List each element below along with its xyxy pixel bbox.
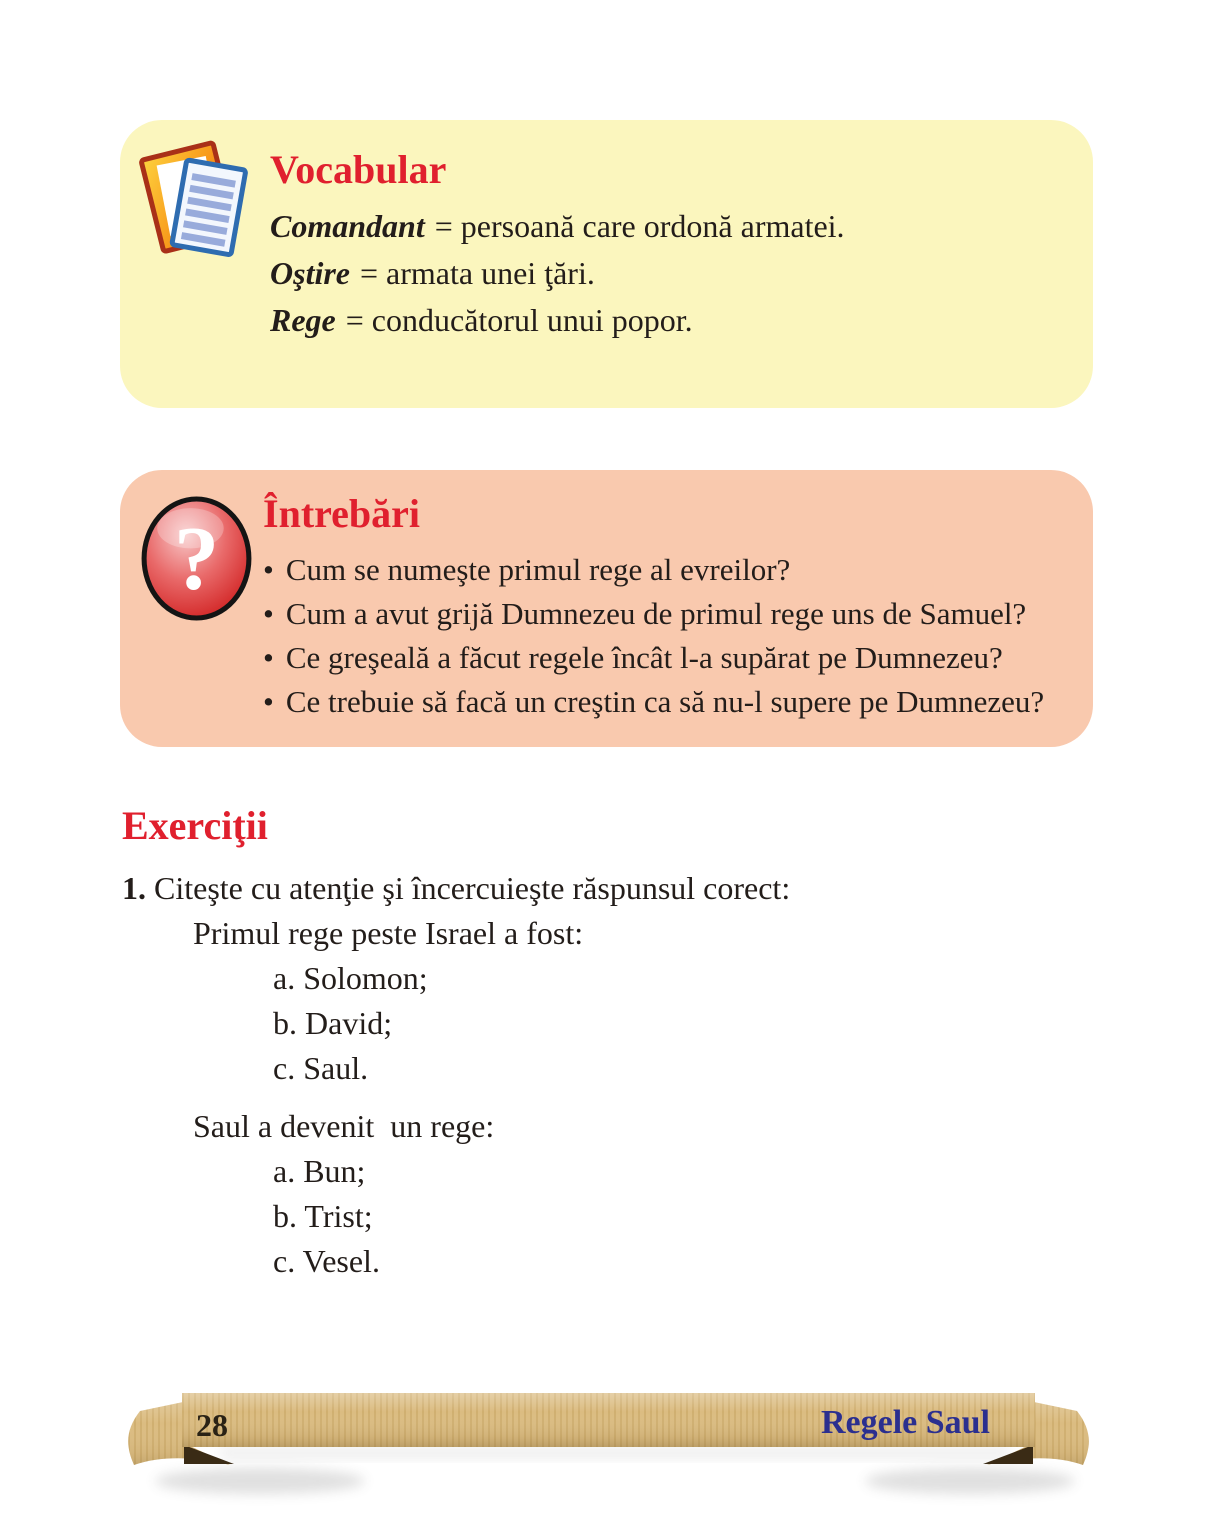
vocab-entry	[270, 203, 845, 250]
answer-option: b. Trist;	[273, 1198, 373, 1234]
vocab-term: Rege	[270, 302, 336, 338]
vocabulary-title: Vocabular	[270, 147, 447, 192]
bullet-icon: •	[263, 596, 274, 631]
answer-option: c. Saul.	[273, 1050, 369, 1086]
question-item	[263, 680, 1044, 724]
question-item	[263, 548, 1044, 592]
vocab-entry	[270, 297, 845, 344]
question-text: Cum se numeşte primul rege al evreilor?	[285, 552, 791, 587]
vocabulary-entries	[270, 203, 845, 344]
vocabulary-content	[270, 146, 845, 344]
vocab-definition: = persoană care ordonă armatei.	[434, 208, 845, 244]
answer-option: a. Bun;	[273, 1153, 366, 1189]
question-text: Cum a avut grijă Dumnezeu de primul rege uns de Samuel?	[285, 596, 1027, 631]
answer-option: b. David;	[273, 1005, 393, 1041]
question-text: Ce greşeală a făcut regele încât l-a supărat pe Dumnezeu?	[285, 640, 1003, 675]
answer-option: a. Solomon;	[273, 960, 428, 996]
bullet-icon: •	[263, 684, 274, 719]
bullet-icon: •	[263, 640, 274, 675]
page-number: 28	[196, 1407, 228, 1443]
question-text: Ce trebuie să facă un creştin ca să nu-l supere pe Dumnezeu?	[285, 684, 1045, 719]
bullet-icon: •	[263, 552, 274, 587]
questions-list	[263, 548, 1044, 724]
vocab-entry	[270, 250, 845, 297]
exercises-section	[122, 802, 1102, 1284]
questions-title: Întrebări	[263, 491, 421, 536]
questions-box	[120, 470, 1093, 747]
question-item	[263, 636, 1044, 680]
vocabulary-box	[120, 120, 1093, 408]
exercise-instruction-text: Citeşte cu atenţie şi încercuieşte răspunsul corect:	[154, 870, 791, 906]
answer-option: c. Vesel.	[273, 1243, 380, 1279]
questions-content	[263, 490, 1044, 724]
vocab-term: Oştire	[270, 255, 350, 291]
question-item	[263, 592, 1044, 636]
footer-title: Regele Saul	[820, 1404, 990, 1441]
svg-text:?: ?	[173, 507, 220, 609]
documents-icon	[133, 140, 255, 260]
footer-banner	[0, 1385, 1211, 1525]
vocab-term: Comandant	[270, 208, 425, 244]
exercises-title: Exerciţii	[122, 803, 268, 848]
exercise-number: 1.	[122, 870, 146, 906]
exercise-question-prompt: Saul a devenit un rege:	[193, 1108, 495, 1144]
exercise-1-instruction	[122, 866, 1102, 911]
vocab-definition: = armata unei ţări.	[360, 255, 595, 291]
vocab-definition: = conducătorul unui popor.	[345, 302, 693, 338]
exercise-question-prompt: Primul rege peste Israel a fost:	[193, 915, 584, 951]
question-ball-icon	[140, 495, 254, 623]
